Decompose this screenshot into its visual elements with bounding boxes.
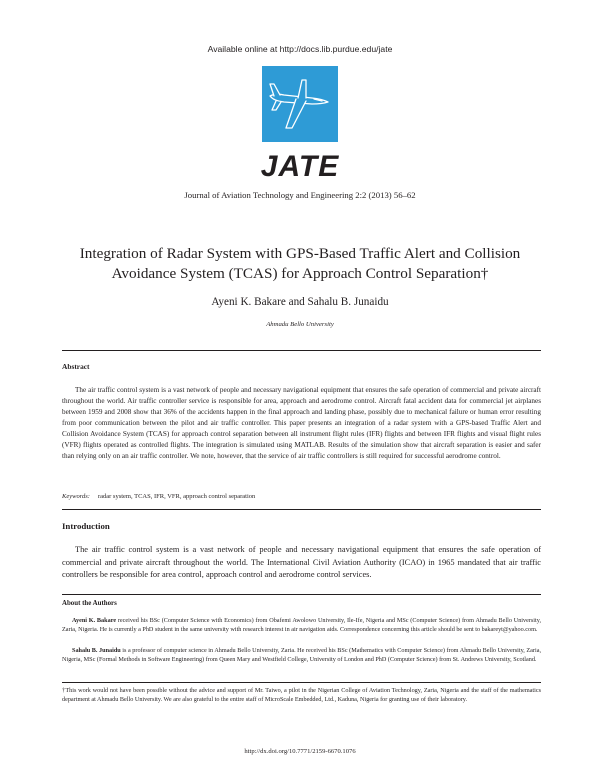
author-bio-2 (62, 646, 541, 665)
keywords-list: radar system, TCAS, IFR, VFR, approach control separation (97, 493, 256, 500)
airplane-icon (262, 66, 338, 142)
keywords-label: Keywords: (62, 493, 90, 500)
paper-authors: Ayeni K. Bakare and Sahalu B. Junaidu (211, 296, 389, 308)
author-bio-1 (62, 616, 541, 635)
divider (62, 594, 541, 595)
divider (62, 682, 541, 683)
paper-title (40, 244, 560, 284)
abstract-heading: Abstract (62, 362, 90, 371)
author-bio-2-text: is a professor of computer science in Ahmadu Bello University, Zaria. He received his BSc (Mathematics with Computer Science) from Ahmadu Bello University, Zaria, Nigeria, MSc (Formal Methods in Software Engineering) from Queen Mary and Westfield College, University of London and PhD (Computer Science) from St. Andrews University, Scotland. (62, 647, 541, 664)
introduction-heading: Introduction (62, 521, 110, 531)
journal-logo (262, 66, 338, 142)
divider (62, 350, 541, 351)
paper-title-line-2: Avoidance System (TCAS) for Approach Control Separation† (111, 265, 489, 282)
author-bio-1-name: Ayeni K. Bakare (72, 617, 117, 624)
keywords-line (62, 493, 255, 500)
introduction-body: The air traffic control system is a vast network of people and necessary navigational equipment that ensures the safe operation of commercial and private aircraft throughout the world. The International Civil Aviation Authority (ICAO) in 1965 mandated that air traffic controllers be responsible for area control, approach control and aerodrome control services. (62, 545, 541, 580)
author-bio-2-name: Sahalu B. Junaidu (72, 647, 121, 654)
paper-title-line-1: Integration of Radar System with GPS-Based Traffic Alert and Collision (79, 245, 521, 262)
journal-reference: Journal of Aviation Technology and Engineering 2:2 (2013) 56–62 (184, 190, 416, 200)
doi-link[interactable]: http://dx.doi.org/10.7771/2159-6670.1076 (244, 748, 356, 755)
author-affiliation: Ahmadu Bello University (266, 321, 334, 328)
author-bio-1-text: received his BSc (Computer Science with Economics) from Obafemi Awolowo University, Ile-Ife, Nigeria and MSc (Computer Science) from Ahmadu Bello University, Zaria, Nigeria. He is currently a PhD student in the same university with research interest in air navigation aids. Correspondence concerning this article should be sent to bakareyt@yahoo.com. (62, 617, 541, 634)
availability-line: Available online at http://docs.lib.purdue.edu/jate (207, 44, 393, 54)
acknowledgement-footnote: †This work would not have been possible without the advice and support of Mr. Taiwo, a pilot in the Nigerian College of Aviation Technology, Zaria, Nigeria and the staff of the mathematics department at Ahmadu Bello University. We are also grateful to the entire staff of MicroScale Embedded, Ltd., Kaduna, Nigeria for granting use of their laboratory. (62, 687, 541, 704)
divider (62, 509, 541, 510)
abstract-body: The air traffic control system is a vast network of people and necessary navigational equipment that ensures the safe operation of commercial and private aircraft throughout the world. Air traffic controller service is responsible for area, approach and aerodrome control. Aircraft fatal accident data for commercial jet airplanes between 1959 and 2008 show that 36% of the accidents happen in the final approach and landing phase, possibly due to mechanical failure or human error resulting from poor communication between the pilot and air traffic controller. This paper presents an integration of a radar system with a GPS-based Traffic Alert and Collision Avoidance System (TCAS) for approach control separation between all instrument flight rules (IFR) flights and between IFR flights and visual flight rules (VFR) flights operated as controlled flights. The integration is simulated using MATLAB. Results of the simulation show that aircraft separation is easier and safer than relying only on an air traffic controller. We note, however, that the service of air traffic controllers is still required for successful aerodrome control. (62, 386, 541, 461)
about-authors-heading: About the Authors (62, 600, 117, 607)
journal-logo-text: JATE (260, 150, 340, 183)
